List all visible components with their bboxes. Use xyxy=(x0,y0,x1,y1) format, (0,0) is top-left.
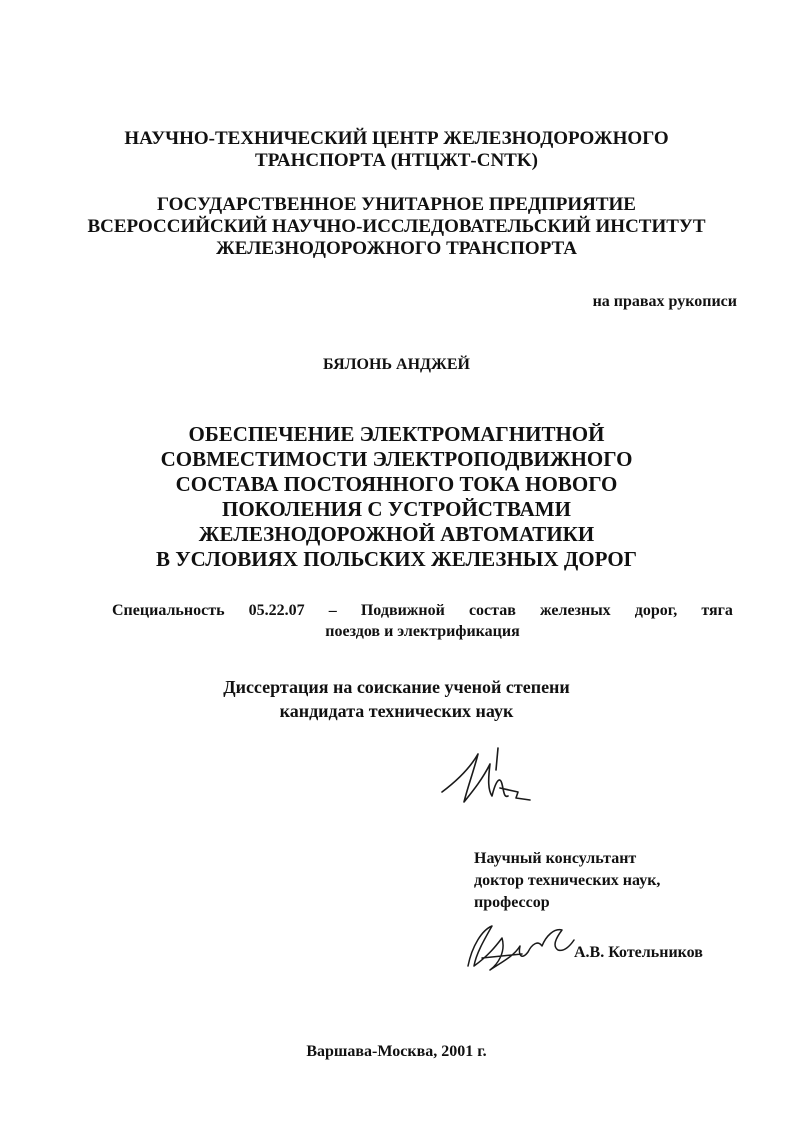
specialty-line2: поездов и электрификация xyxy=(325,623,520,640)
title-line: В УСЛОВИЯХ ПОЛЬСКИХ ЖЕЛЕЗНЫХ ДОРОГ xyxy=(155,547,638,571)
org2-line3: ЖЕЛЕЗНОДОРОЖНОГО ТРАНСПОРТА xyxy=(216,238,577,259)
specialty-word: тяга xyxy=(701,602,733,619)
org2-line1: ГОСУДАРСТВЕННОЕ УНИТАРНОЕ ПРЕДПРИЯТИЕ xyxy=(157,194,636,215)
specialty xyxy=(112,600,733,642)
title-line: ПОКОЛЕНИЯ С УСТРОЙСТВАМИ xyxy=(222,497,571,521)
org1-line1: НАУЧНО-ТЕХНИЧЕСКИЙ ЦЕНТР ЖЕЛЕЗНОДОРОЖНОГО xyxy=(124,128,669,149)
consultant-name: А.В. Котельников xyxy=(574,944,703,961)
consultant-degree: доктор технических наук, xyxy=(474,872,661,889)
specialty-word: состав xyxy=(468,602,516,619)
rights-note: на правах рукописи xyxy=(592,293,737,310)
specialty-word: Подвижной xyxy=(360,602,445,619)
title-line: СОВМЕСТИМОСТИ ЭЛЕКТРОПОДВИЖНОГО xyxy=(160,447,633,471)
title-line: ЖЕЛЕЗНОДОРОЖНОЙ АВТОМАТИКИ xyxy=(198,522,595,546)
consultant-block xyxy=(474,848,660,914)
specialty-word: железных xyxy=(539,602,611,619)
author-signature xyxy=(438,740,538,808)
specialty-word: Специальность xyxy=(112,602,225,619)
degree-line2: кандидата технических наук xyxy=(279,701,514,721)
dissertation-title xyxy=(60,422,733,572)
city-year: Варшава-Москва, 2001 г. xyxy=(306,1043,487,1060)
org1-line2: ТРАНСПОРТА (НТЦЖТ-CNTK) xyxy=(255,150,538,171)
author-name: БЯЛОНЬ АНДЖЕЙ xyxy=(323,356,470,373)
title-line: ОБЕСПЕЧЕНИЕ ЭЛЕКТРОМАГНИТНОЙ xyxy=(188,422,605,446)
degree-statement xyxy=(60,675,733,723)
consultant-signature xyxy=(462,916,582,978)
consultant-role: Научный консультант xyxy=(474,850,637,867)
title-line: СОСТАВА ПОСТОЯННОГО ТОКА НОВОГО xyxy=(175,472,618,496)
consultant-rank: профессор xyxy=(474,894,550,911)
degree-line1: Диссертация на соискание ученой степени xyxy=(223,677,570,697)
specialty-word: 05.22.07 xyxy=(248,602,305,619)
specialty-word: – xyxy=(328,602,337,619)
specialty-word: дорог, xyxy=(634,602,678,619)
org2-line2: ВСЕРОССИЙСКИЙ НАУЧНО-ИССЛЕДОВАТЕЛЬСКИЙ ИНСТИТУТ xyxy=(87,216,706,237)
specialty-line1 xyxy=(112,600,733,621)
